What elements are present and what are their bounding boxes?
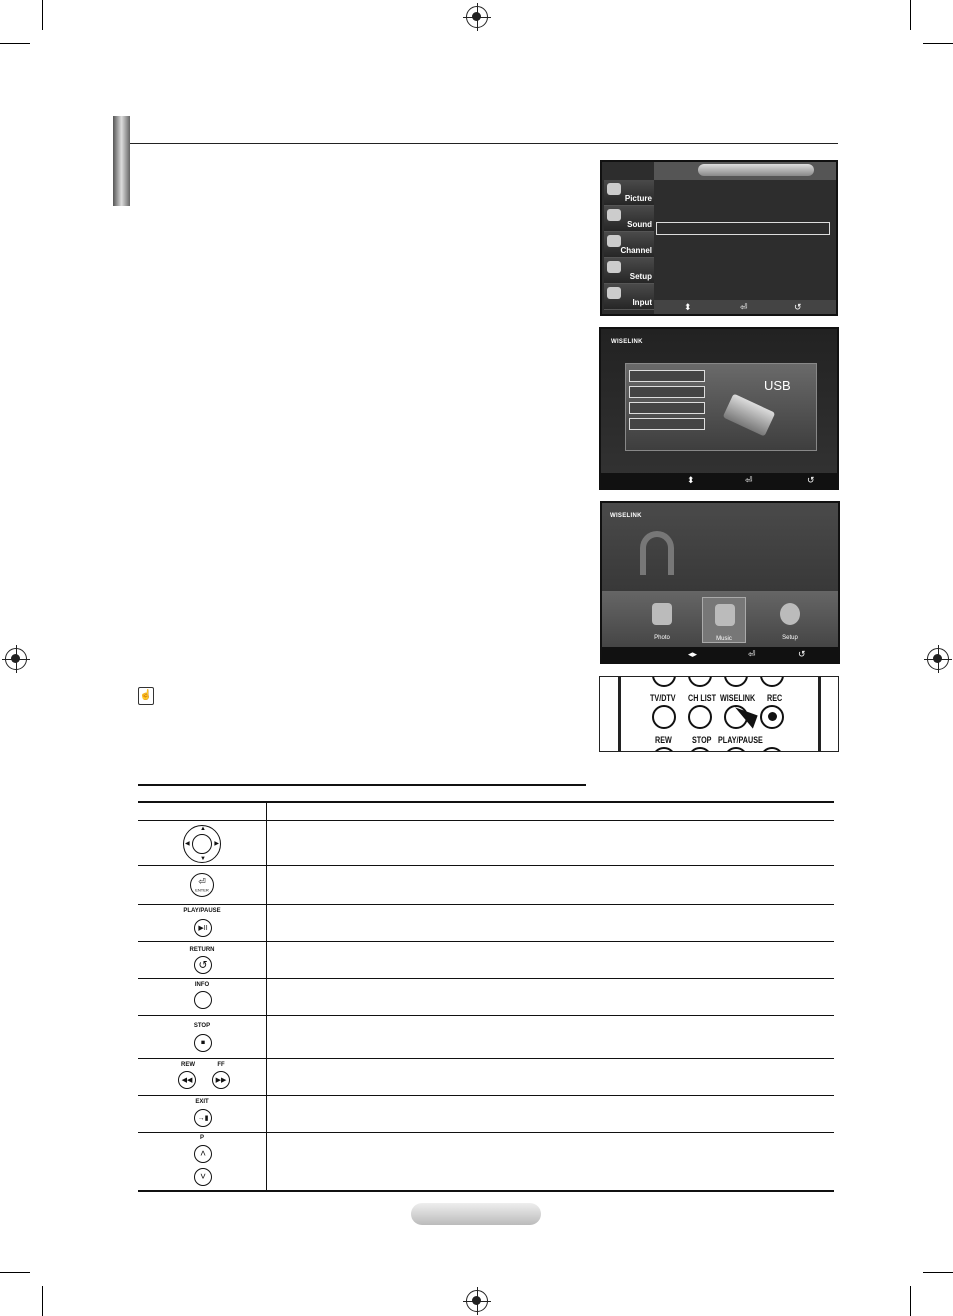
rew-label: REW bbox=[655, 735, 672, 745]
crop-mark bbox=[910, 0, 911, 30]
play-pause-icon: ▶II bbox=[194, 919, 212, 937]
table-row: INFO bbox=[138, 979, 834, 1016]
note-icon: ☝ bbox=[138, 687, 154, 705]
table-row: STOP ■ bbox=[138, 1016, 834, 1059]
rewind-icon: ◀◀ bbox=[178, 1071, 196, 1089]
wiselink-item-music: Music bbox=[702, 597, 746, 643]
fast-forward-icon: ▶▶ bbox=[212, 1071, 230, 1089]
usb-option bbox=[629, 370, 705, 382]
playpause-label: PLAY/PAUSE bbox=[718, 735, 763, 745]
return-icon: ↺ bbox=[807, 475, 815, 485]
crop-mark bbox=[0, 1272, 30, 1273]
setup-icon bbox=[780, 603, 800, 625]
rec-label: REC bbox=[767, 693, 783, 703]
stop-label: STOP bbox=[692, 735, 712, 745]
up-down-icon: ⬍ bbox=[684, 302, 692, 312]
page-number-pill bbox=[411, 1203, 541, 1225]
menu-item-sound: Sound bbox=[604, 206, 654, 232]
exit-icon: →▮ bbox=[194, 1109, 212, 1127]
table-row bbox=[138, 821, 834, 866]
menu-footer bbox=[654, 300, 836, 314]
photo-icon bbox=[652, 603, 672, 625]
usb-plug-icon bbox=[723, 393, 776, 436]
enter-icon: ⏎ bbox=[748, 649, 756, 659]
crop-mark bbox=[42, 1286, 43, 1316]
usb-option bbox=[629, 386, 705, 398]
wiselink-footer bbox=[602, 647, 838, 662]
setup-icon bbox=[607, 261, 621, 273]
registration-mark-icon bbox=[927, 648, 949, 670]
menu-selection-highlight bbox=[656, 222, 830, 235]
usb-option bbox=[629, 402, 705, 414]
table-row: P ˄ ˅ bbox=[138, 1133, 834, 1192]
wiselink-label: WISELINK bbox=[720, 693, 756, 703]
info-icon bbox=[194, 991, 212, 1009]
registration-mark-icon bbox=[466, 6, 488, 28]
menu-item-input: Input bbox=[604, 284, 654, 310]
crop-mark bbox=[42, 0, 43, 30]
enter-icon: ⏎ bbox=[740, 302, 748, 312]
menu-item-picture: Picture bbox=[604, 180, 654, 206]
crop-mark bbox=[923, 1272, 953, 1273]
tv-menu-screenshot bbox=[600, 160, 838, 316]
registration-mark-icon bbox=[5, 648, 27, 670]
tvdtv-label: TV/DTV bbox=[650, 693, 676, 703]
menu-title-bar bbox=[698, 164, 814, 176]
chlist-button bbox=[688, 705, 712, 729]
sound-icon bbox=[607, 209, 621, 221]
table-row: REW FF ◀◀ ▶▶ bbox=[138, 1059, 834, 1096]
up-down-icon: ⬍ bbox=[687, 475, 695, 485]
wiselink-item-setup: Setup bbox=[768, 597, 812, 643]
wiselink-logo: WISELINK bbox=[611, 339, 643, 345]
return-icon: ↺ bbox=[798, 649, 806, 659]
wiselink-logo: WISELINK bbox=[610, 513, 642, 519]
headphones-icon bbox=[640, 531, 674, 575]
wiselink-usb-screenshot bbox=[599, 327, 839, 490]
navigation-pad-icon: ▲ ▼ ◀ ▶ bbox=[185, 826, 219, 862]
picture-icon bbox=[607, 183, 621, 195]
crop-mark bbox=[910, 1286, 911, 1316]
usb-panel bbox=[625, 363, 817, 451]
return-icon: ↺ bbox=[794, 302, 802, 312]
menu-item-channel: Channel bbox=[604, 232, 654, 258]
enter-button-icon: ⏎ ENTER bbox=[190, 873, 214, 897]
stop-icon: ■ bbox=[194, 1034, 212, 1052]
left-right-icon: ◂▸ bbox=[688, 649, 698, 659]
table-row: PLAY/PAUSE ▶II bbox=[138, 905, 834, 942]
chlist-label: CH LIST bbox=[688, 693, 716, 703]
table-header bbox=[138, 801, 834, 821]
menu-sidebar bbox=[604, 180, 654, 314]
registration-mark-icon bbox=[466, 1290, 488, 1312]
return-icon: ↺ bbox=[194, 956, 212, 974]
tvdtv-button bbox=[652, 705, 676, 729]
wiselink-item-photo: Photo bbox=[640, 597, 684, 643]
channel-up-icon: ˄ bbox=[194, 1145, 212, 1163]
table-row bbox=[138, 866, 834, 905]
table-row: EXIT →▮ bbox=[138, 1096, 834, 1133]
table-row: RETURN ↺ bbox=[138, 942, 834, 979]
input-icon bbox=[607, 287, 621, 299]
crop-mark bbox=[0, 43, 30, 44]
section-rule bbox=[130, 143, 838, 144]
channel-down-icon: ˅ bbox=[194, 1168, 212, 1186]
crop-mark bbox=[923, 43, 953, 44]
section-rule bbox=[138, 784, 586, 786]
usb-option bbox=[629, 418, 705, 430]
section-bar bbox=[113, 116, 130, 206]
channel-icon bbox=[607, 235, 621, 247]
menu-item-setup: Setup bbox=[604, 258, 654, 284]
wiselink-main-screenshot bbox=[600, 501, 840, 664]
usb-footer bbox=[601, 473, 837, 488]
rec-button bbox=[760, 705, 784, 729]
enter-icon: ⏎ bbox=[745, 475, 753, 485]
button-table bbox=[138, 801, 834, 1192]
music-icon bbox=[715, 604, 735, 626]
remote-control-illustration bbox=[599, 676, 839, 752]
usb-label: USB bbox=[764, 378, 791, 393]
